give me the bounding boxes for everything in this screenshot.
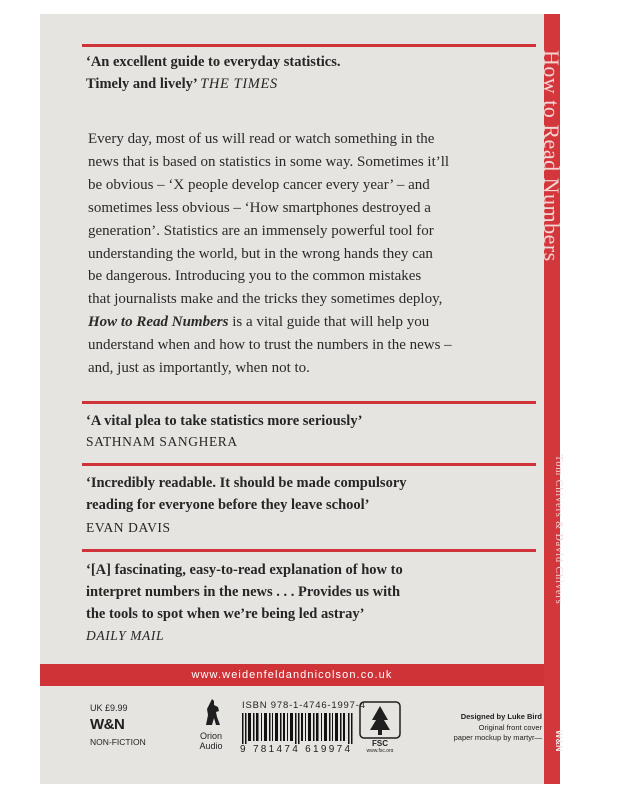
divider-rule xyxy=(82,401,536,404)
fsc-logo-icon xyxy=(358,700,402,752)
book-description xyxy=(88,128,548,380)
fsc-label: FSC xyxy=(372,739,388,748)
quote-davis-line1: ‘Incredibly readable. It should be made compulsory xyxy=(86,475,407,491)
blurb-line: that journalists make and the tricks they sometimes deploy, xyxy=(88,291,443,308)
fsc-url: www.fsc.org xyxy=(366,748,394,752)
isbn-label: ISBN 978-1-4746-1997-4 xyxy=(242,700,366,711)
orion-audio-line1: Orion xyxy=(199,731,222,741)
blurb-line: generation’. Statistics are an immensely powerful tool for xyxy=(88,222,434,239)
publisher-url-bar: www.weidenfeldandnicolson.co.uk xyxy=(40,664,544,686)
design-credits xyxy=(432,712,542,744)
barcode-digits: 9 781474 619974 xyxy=(240,744,353,755)
quote-mail-line3: the tools to spot when we’re being led astray’ xyxy=(86,606,365,622)
blurb-line xyxy=(88,311,548,334)
divider-rule xyxy=(82,44,536,47)
credit-cover: Original front cover xyxy=(478,722,542,732)
blurb-line: Every day, most of us will read or watch something in the xyxy=(88,131,435,147)
blurb-line: be obvious – ‘X people develop cancer every year’ – and xyxy=(88,176,430,193)
spine-authors: Tom Chivers & David Chivers xyxy=(553,455,564,605)
book-title-inline: How to Read Numbers xyxy=(88,314,229,331)
orion-dog-icon xyxy=(202,697,224,727)
blurb-line: sometimes less obvious – ‘How smartphones destroyed a xyxy=(88,199,431,216)
quote-davis-source: EVAN DAVIS xyxy=(86,520,171,535)
divider-rule xyxy=(82,463,536,466)
price-label: UK £9.99 xyxy=(90,703,128,713)
blurb-line: understand when and how to trust the numbers in the news – xyxy=(88,337,452,354)
blurb-line: and, just as importantly, when not to. xyxy=(88,360,310,377)
quote-times-source: THE TIMES xyxy=(200,76,278,92)
quote-mail-line2: interpret numbers in the news . . . Provides us with xyxy=(86,584,401,600)
spine-publisher: W&N xyxy=(554,730,564,752)
blurb-line: be dangerous. Introducing you to the common mistakes xyxy=(88,268,422,285)
blurb-line: understanding the world, but in the wrong hands they can xyxy=(88,245,433,262)
quote-times-text: Timely and lively’ xyxy=(86,76,197,92)
quote-sanghera-text: ‘A vital plea to take statistics more seriously’ xyxy=(86,413,363,429)
credit-mockup: paper mockup by martyr— xyxy=(453,733,542,742)
credit-designer: Designed by Luke Bird xyxy=(460,712,542,721)
publisher-logo: W&N xyxy=(90,716,125,733)
quote-davis-line2: reading for everyone before they leave school’ xyxy=(86,497,370,513)
quote-mail-line1: ‘[A] fascinating, easy-to-read explanation of how to xyxy=(86,562,403,578)
blurb-line-rest: is a vital guide that will help you xyxy=(228,314,430,331)
quote-sanghera-source: SATHNAM SANGHERA xyxy=(86,434,238,449)
orion-audio-line2: Audio xyxy=(199,741,223,751)
spine-title: How to Read Numbers xyxy=(539,50,564,262)
quote-times-line1: ‘An excellent guide to everyday statistics. xyxy=(86,54,341,70)
quote-times-line2 xyxy=(86,73,278,95)
category-label: NON-FICTION xyxy=(90,737,146,747)
quote-mail-source: DAILY MAIL xyxy=(86,628,165,643)
divider-rule xyxy=(82,549,536,552)
barcode-icon xyxy=(242,713,354,744)
blurb-line: news that is based on statistics in some way. Sometimes it’ll xyxy=(88,153,450,170)
orion-audio-label xyxy=(198,731,224,751)
